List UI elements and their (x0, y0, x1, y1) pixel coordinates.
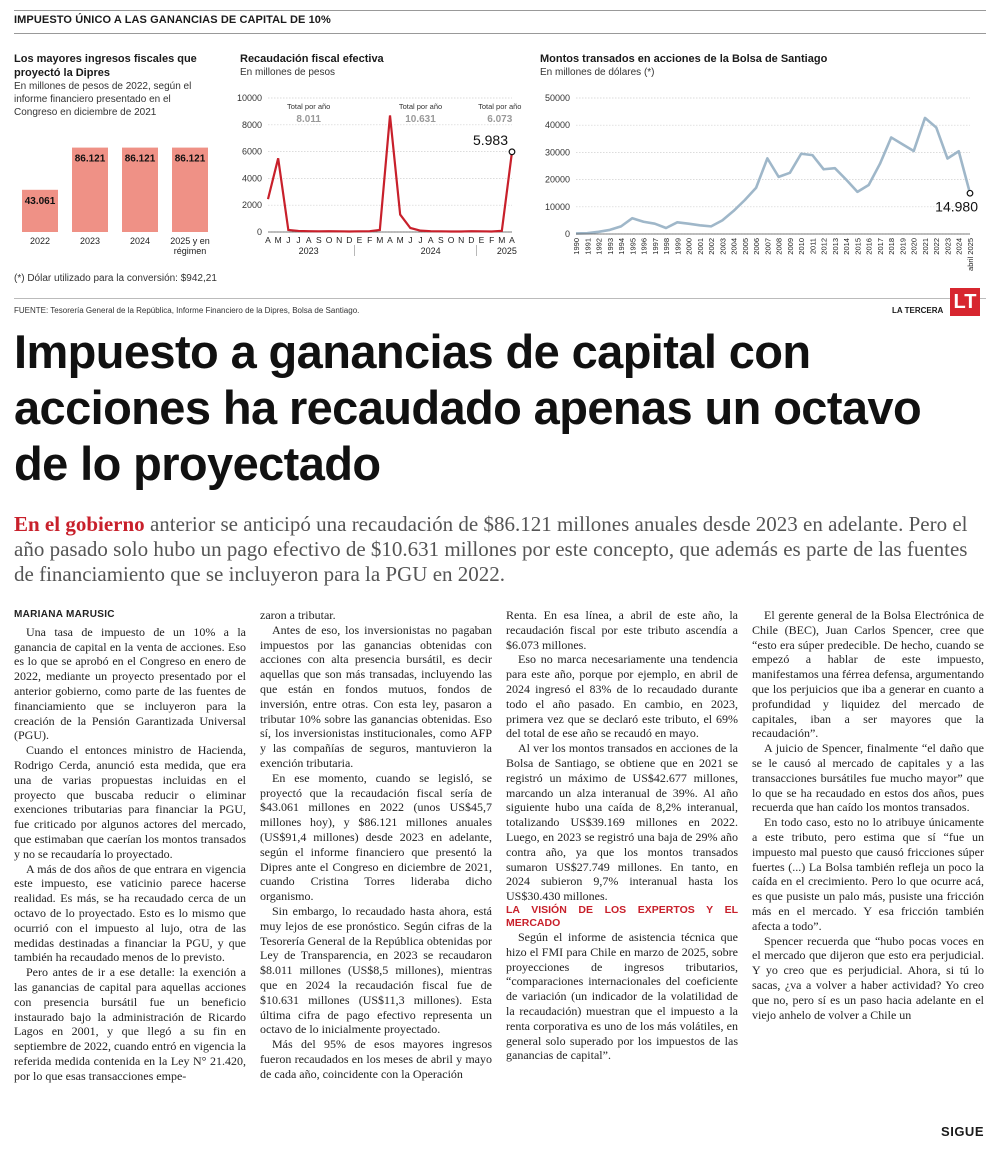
paragraph: Eso no marca necesariamente una tendencia para este año, porque por ejemplo, en abril de 2024 ingresó el 83% de lo recaudado durante todo el año pasado. En cambio, en 2023, primera vez que se declaró este tributo, el 69% del total de ese año se recaudó en mayo. (506, 652, 738, 741)
x-tick-label: 1991 (583, 238, 593, 255)
x-tick-label: M (498, 235, 506, 245)
category-label: 2025 y en (170, 236, 210, 246)
lead-kicker: En el gobierno (14, 512, 145, 536)
bar-value-label: 86.121 (74, 153, 106, 165)
x-tick-label: 1994 (617, 238, 627, 255)
x-tick-label: S (437, 235, 444, 245)
y-tick-label: 2000 (241, 200, 262, 211)
chart1-title: Los mayores ingresos fiscales que proyectó la Dipres (14, 53, 197, 79)
x-tick-label: A (265, 235, 271, 245)
bar-value-label: 86.121 (124, 153, 156, 165)
x-tick-label: 2008 (774, 238, 784, 255)
category-label: régimen (173, 246, 207, 256)
source-text: FUENTE: Tesorería General de la República, Informe Financiero de la Dipres, Bolsa de Santiago. (14, 306, 360, 315)
subheading: LA VISIÓN DE LOS EXPERTOS Y EL MERCADO (506, 903, 738, 929)
headline: Impuesto a ganancias de capital con acciones ha recaudado apenas un octavo de lo proyectado (14, 325, 922, 490)
total-annotation-label: Total por año (286, 102, 331, 111)
x-tick-label: 1999 (673, 238, 683, 255)
x-tick-label: A (509, 235, 515, 245)
paragraph: En todo caso, esto no lo atribuye únicamente a este tributo, pero estima que sí “fue un impuesto mal puesto que causó fricciones súper fuertes (...) La Bolsa también refleja un poco la caída en el crecimiento. Pero lo que ocurre acá, es que pusiste un palo más, pusiste una fricción más en el mercado. Y esa fricción también afecta a todo”. (752, 815, 984, 933)
x-tick-label: E (356, 235, 363, 245)
x-tick-label: M (376, 235, 384, 245)
paragraph: El gerente general de la Bolsa Electrónica de Chile (BEC), Juan Carlos Spencer, cree que “esto era súper predecible. De hecho, cuando se empezó a hablar de este impuesto, manifestamos una férrea defensa, argumentando que los perjuicios que iba a generar en cuanto a profundidad y liquidez del mercado de capitales, iban a ser mayores que la recaudación”. (752, 608, 985, 741)
total-annotation-label: Total por año (478, 102, 522, 111)
x-tick-label: 2020 (909, 238, 919, 255)
footnote: (*) Dólar utilizado para la conversión: $942,21 (14, 273, 217, 284)
x-tick-label: 1996 (639, 238, 649, 255)
lead-paragraph (14, 512, 986, 587)
year-label: 2023 (298, 246, 319, 256)
paragraph: zaron a tributar. (260, 608, 336, 622)
x-tick-label: M (396, 235, 404, 245)
article-column-2 (260, 608, 492, 1082)
year-label: 2024 (420, 246, 441, 256)
x-tick-label: 2007 (763, 238, 773, 255)
y-tick-label: 0 (256, 227, 262, 237)
x-tick-label: 2019 (898, 238, 908, 255)
x-tick-label: 2018 (887, 238, 897, 255)
paragraph: Renta. En esa línea, a abril de este año, la recaudación fiscal por este tributo ascendía a $6.073 millones. (506, 608, 738, 652)
y-tick-label: 20000 (544, 174, 570, 185)
x-tick-label: J (286, 235, 291, 245)
x-tick-label: F (489, 235, 495, 245)
x-tick-label: 2014 (842, 238, 852, 255)
x-tick-label: F (367, 235, 373, 245)
last-point-marker (509, 149, 515, 155)
paragraph: A más de dos años de que entrara en vigencia este impuesto, ese vaticinio parece hacerse realidad. Es más, se ha recaudado cerca de un octavo de lo proyectado. Esto es lo mismo que ocurrió con el impuesto al lujo, otra de las medidas destinadas a financiar la PGU, y que también ha recaudado menos de lo previsto. (14, 861, 246, 965)
x-tick-label: 2021 (920, 238, 930, 255)
x-tick-label: 2023 (943, 238, 953, 255)
paragraph: En ese momento, cuando se legisló, se proyectó que la recaudación fiscal sería de $43.061 millones en 2022 (unos US$45,7 millones hoy), y $86.121 millones anuales (US$91,4 millones) desde 2023 en adelante, según el informe financiero que presentó la Dipres ante el Congreso en diciembre de 2021, cuando Cristina Torres lideraba dicho organismo. (260, 770, 492, 904)
x-tick-label: O (325, 235, 333, 245)
x-tick-label: 2000 (684, 238, 694, 255)
x-tick-label: 1998 (662, 238, 672, 255)
traded-amount-line (576, 118, 970, 234)
x-tick-label: M (274, 235, 282, 245)
x-tick-label: N (458, 235, 465, 245)
total-annotation-value: 10.631 (405, 114, 436, 125)
brand-name: LA TERCERA (892, 306, 944, 315)
y-tick-label: 4000 (241, 173, 262, 184)
chart2-svg (230, 84, 530, 274)
x-tick-label: 2022 (932, 238, 942, 255)
chart3-svg (530, 84, 990, 284)
paragraph: Una tasa de impuesto de un 10% a la ganancia de capital en la venta de acciones. Eso es lo que se aprobó en el Congreso en enero de 2022, mediante un proyecto presentado por el anterior gobierno, como parte de las fuentes de financiamiento que se incluyeron para la creación de la Pensión Garantizada Universal (PGU). (14, 624, 246, 743)
x-tick-label: A (427, 235, 434, 245)
chart1-svg (14, 120, 224, 270)
year-label: 2025 (496, 246, 517, 256)
paragraph: Antes de eso, los inversionistas no pagaban impuestos por las ganancias obtenidas con acciones con alta presencia bursátil, es decir aquellas que son más transadas, incluyendo las que están en fondos mutuos, fondos de inversión, entre otras. Con esta ley, pasaron a tributar 10% sobre las ganancias obtenidas. Eso sí, los inversionistas institucionales, como AFP y las compañías de seguros, mantuvieron la exención tributaria. (260, 622, 492, 770)
x-tick-label: S (315, 235, 322, 245)
category-label: 2023 (79, 236, 101, 246)
last-value-label: 5.983 (472, 131, 508, 148)
byline: MARIANA MARUSIC (14, 609, 115, 620)
paragraph: Al ver los montos transados en acciones de la Bolsa de Santiago, se obtiene que en 2021 se registró un máximo de US$42.677 millones, marcando un alza interanual de 39%. Al año siguiente hubo una caída de 8,2% interanual, totalizando US$39.169 millones en 2022. Luego, en 2023 se registró una baja de 29% año contra año, ya que los montos transados sumaron US$27.749 millones. En tanto, en 2024 subieron 9,7% interanual hasta los US$30.430 millones. (506, 741, 738, 904)
y-tick-label: 8000 (241, 119, 262, 130)
article-column-1 (14, 608, 246, 1084)
x-tick-label: 1993 (605, 238, 615, 255)
total-annotation-value: 6.073 (487, 114, 513, 125)
x-tick-label: 1990 (572, 238, 581, 255)
x-tick-label: 2024 (954, 238, 964, 255)
x-tick-label: abril 2025 (966, 238, 975, 271)
paragraph: Pero antes de ir a ese detalle: la exención a las ganancias de capital para aquellas acciones con presencia bursátil fue un beneficio instaurado bajo la administración de Ricardo Lagos en 2001, y que llegó a su fin en septiembre de 2022, cuando entró en vigencia la referida medida contenida en la Ley N° 21.420, por lo que esas transacciones empe- (14, 965, 246, 1083)
x-tick-label: J (296, 235, 301, 245)
x-tick-label: 2001 (695, 238, 705, 255)
y-tick-label: 50000 (544, 93, 570, 103)
x-tick-label: D (346, 235, 353, 245)
section-title: IMPUESTO ÚNICO A LAS GANANCIAS DE CAPITAL DE 10% (14, 14, 331, 26)
la-tercera-logo: LT (950, 288, 980, 316)
x-tick-label: 2013 (830, 238, 840, 255)
y-tick-label: 10000 (544, 201, 570, 212)
x-tick-label: 2017 (875, 238, 885, 255)
y-tick-label: 10000 (236, 93, 262, 103)
total-annotation-value: 8.011 (296, 114, 321, 125)
divider-rule (14, 298, 986, 299)
x-tick-label: 2003 (718, 238, 728, 255)
continue-label: SIGUE (941, 1124, 984, 1139)
chart3-subtitle: En millones de dólares (*) (540, 67, 655, 78)
x-tick-label: A (387, 235, 393, 245)
last-point-marker (967, 190, 973, 196)
x-tick-label: 2016 (864, 238, 874, 255)
x-tick-label: O (447, 235, 455, 245)
paragraph: Spencer recuerda que “hubo pocas voces en el mercado que dijeron que esto era perjudicial. Y yo creo que es perjudicial. Ahora, si tú lo sacas, ¿va a volver a haber actividad? Yo creo que no, pero sí es un paso hacia adelante en el viejo anhelo de volver a Chile un (752, 933, 984, 1022)
x-tick-label: 2004 (729, 238, 739, 255)
x-tick-label: E (478, 235, 485, 245)
paragraph: A juicio de Spencer, finalmente “el daño que se le causó al mercado de capitales y a las transacciones bursátiles fue mucho mayor” que lo que se ha recaudado en estos dos años, pues recuerda que han caído los montos transados. (752, 741, 984, 815)
x-tick-label: 1995 (628, 238, 638, 255)
x-tick-label: 2002 (707, 238, 717, 255)
x-tick-label: N (336, 235, 343, 245)
paragraph: Más del 95% de esos mayores ingresos fueron recaudados en los meses de abril y mayo de cada año, coincidente con la Operación (260, 1037, 492, 1081)
x-tick-label: 2009 (785, 238, 795, 255)
chart1-subtitle: En millones de pesos de 2022, según el informe financiero presentado en el Congreso en diciembre de 2021 (14, 81, 192, 118)
paragraph: Sin embargo, lo recaudado hasta ahora, está muy lejos de ese pronóstico. Según cifras de la Tesorería General de la República obtenidas por Ley de Transparencia, en 2023 se recaudaron $8.011 millones (US$8,5 millones), mientras que en 2024 la recaudación fiscal fue de $10.631 millones (US$11,3 millones). Esta última cifra de pago efectivo representa un octavo de lo inicialmente proyectado. (260, 903, 492, 1037)
x-tick-label: 2011 (808, 238, 818, 255)
x-tick-label: 2015 (853, 238, 863, 255)
total-annotation-label: Total por año (398, 102, 443, 111)
chart2-subtitle: En millones de pesos (240, 67, 336, 78)
y-tick-label: 40000 (544, 120, 570, 131)
x-tick-label: 2010 (797, 238, 807, 255)
x-tick-label: 2012 (819, 238, 829, 255)
x-tick-label: 1992 (594, 238, 604, 255)
category-label: 2022 (29, 236, 51, 246)
article-column-4 (752, 608, 984, 1022)
article-column-3 (506, 608, 738, 1063)
y-tick-label: 0 (564, 229, 570, 239)
bar-value-label: 86.121 (174, 153, 206, 165)
x-tick-label: 1997 (650, 238, 660, 255)
y-tick-label: 6000 (241, 146, 262, 157)
x-tick-label: J (408, 235, 413, 245)
x-tick-label: 2006 (752, 238, 762, 255)
paragraph: Cuando el entonces ministro de Hacienda, Rodrigo Cerda, anunció esta medida, que era una de varias propuestas incluidas en el proyecto que buscaba reducir o eliminar exenciones tributarias para financiar la PGU, fue criticado por algunos actores del mercado, que estimaban que caerían los montos transados y no se recaudaría lo proyectado. (14, 743, 246, 861)
chart3-title: Montos transados en acciones de la Bolsa de Santiago (540, 53, 828, 65)
chart2-title: Recaudación fiscal efectiva (240, 53, 384, 65)
y-tick-label: 30000 (544, 147, 570, 158)
lead-text: anterior se anticipó una recaudación de $86.121 millones anuales desde 2023 en adelante. Pero el año pasado solo hubo un pago efectivo de $10.631 millones por este concepto, que además es parte de las fuentes de financiamiento que se incluyeron para la PGU en 2022. (14, 512, 968, 586)
paragraph: Según el informe de asistencia técnica que hizo el FMI para Chile en marzo de 2025, sobre proyecciones de ingresos tributarios, “comparaciones internacionales del coeficiente de variación (un indicador de la volatilidad de la recaudación) muestran que el impuesto a la renta corporativa es uno de los más volátiles, en general solo superado por los impuestos de las ganancias de capital”. (506, 929, 738, 1063)
x-tick-label: A (305, 235, 312, 245)
bar-value-label: 43.061 (24, 195, 56, 207)
x-tick-label: J (418, 235, 423, 245)
category-label: 2024 (129, 236, 151, 246)
x-tick-label: D (468, 235, 475, 245)
last-value-label: 14.980 (935, 198, 978, 215)
x-tick-label: 2005 (740, 238, 750, 255)
